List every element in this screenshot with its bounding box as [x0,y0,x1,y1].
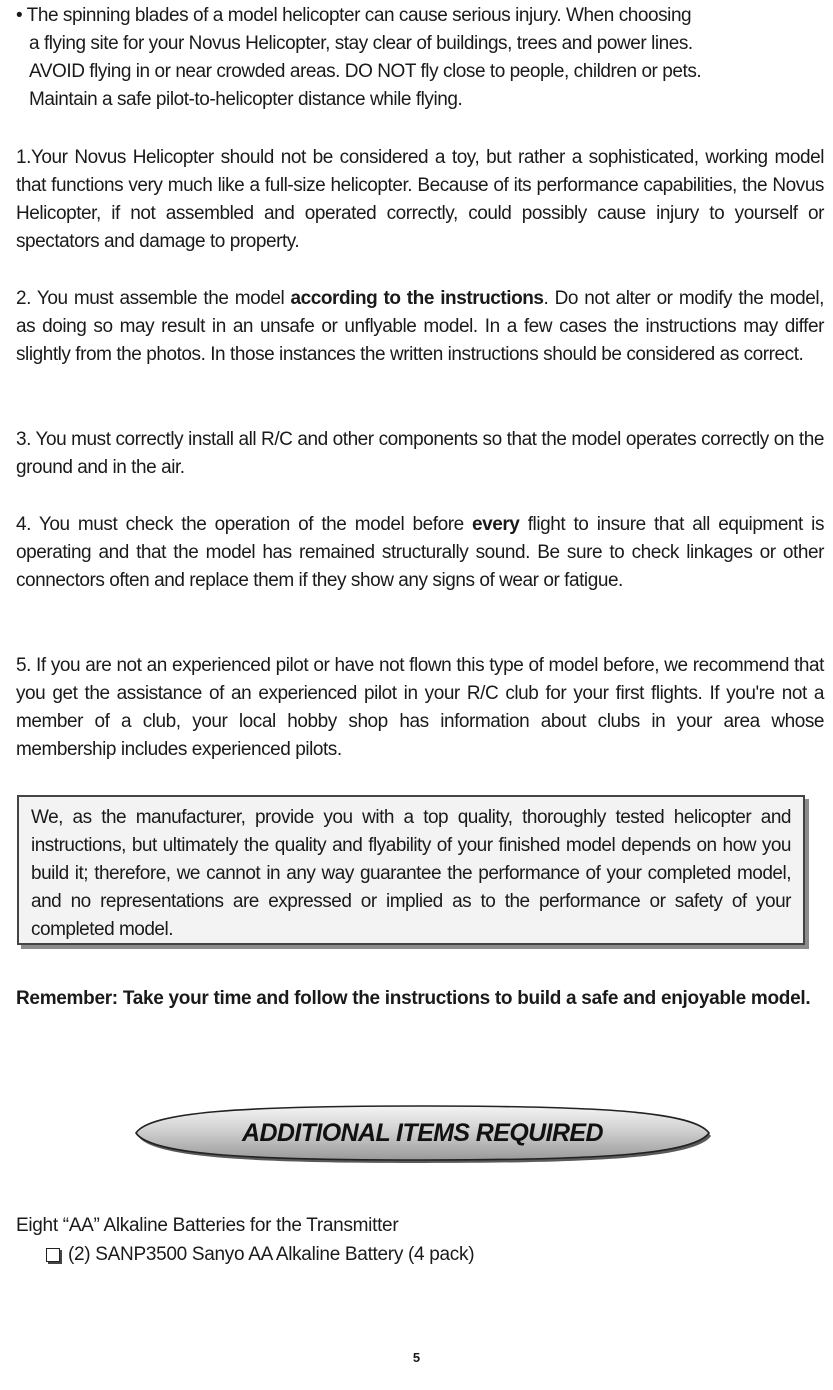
checkbox-icon[interactable] [46,1248,60,1262]
safety-item-2-emphasis: according to the instructions [290,288,544,309]
safety-item-3: 3. You must correctly install all R/C and other components so that the model operates correctly on the ground and in the air. [16,429,824,478]
safety-item-4-text: 4. You must check the operation of the model before [16,514,472,535]
manufacturer-notice-text: We, as the manufacturer, provide you with a top quality, thoroughly tested helicopter and instructions, but ultimately the quality and flyability of your finished model depends on how you build it; therefore, we cannot in any way guarantee the performance of your completed model, and no representations are expressed or implied as to the performance or safety of your completed model. [31,807,791,940]
safety-item-2 [16,285,824,369]
safety-item-4-emphasis: every [472,514,520,535]
safety-item-4-text-cont: flight to insure that all equipment is operating and that the model has remained structurally sound. Be sure to check linkages or other connectors often and replace them if they show any signs of wear or fatigue. [16,514,824,591]
remember-note: Remember: Take your time and follow the instructions to build a safe and enjoyable model. [16,988,811,1009]
safety-item-5: 5. If you are not an experienced pilot or have not flown this type of model before, we recommend that you get the assistance of an experienced pilot in your R/C club for your first flights. If you're not a member of a club, your local hobby shop has information about clubs in your area whose membership includes experienced pilots. [16,655,824,760]
manufacturer-notice-box [17,795,805,945]
required-item-heading: Eight “AA” Alkaline Batteries for the Transmitter [16,1215,399,1236]
safety-item-4 [16,511,824,595]
safety-item-2-text: 2. You must assemble the model [16,288,291,309]
safety-bullet-line: AVOID flying in or near crowded areas. DO NOT fly close to people, children or pets. [29,61,702,82]
page-number: 5 [412,1350,421,1365]
section-title: ADDITIONAL ITEMS REQUIRED [242,1119,603,1147]
safety-bullet-line: a flying site for your Novus Helicopter, stay clear of buildings, trees and power lines. [29,33,693,54]
safety-item-2-text-cont: . Do not alter or modify the model, as doing so may result in an unsafe or unflyable model. In a few cases the instructions may differ slightly from the photos. In those instances the written instructions should be considered as correct. [16,288,824,365]
safety-bullet-line: • The spinning blades of a model helicopter can cause serious injury. When choosing [16,5,692,26]
section-banner [130,1102,715,1164]
checklist-item-label: (2) SANP3500 Sanyo AA Alkaline Battery (4 pack) [68,1244,475,1265]
safety-bullet-paragraph [16,2,824,114]
checklist-item[interactable] [46,1241,474,1269]
safety-item-1: 1.Your Novus Helicopter should not be considered a toy, but rather a sophisticated, working model that functions very much like a full-size helicopter. Because of its performance capabilities, the Novus Helicopter, if not assembled and operated correctly, could possibly cause injury to yourself or spectators and damage to property. [16,147,824,252]
safety-bullet-line: Maintain a safe pilot-to-helicopter distance while flying. [29,89,463,110]
